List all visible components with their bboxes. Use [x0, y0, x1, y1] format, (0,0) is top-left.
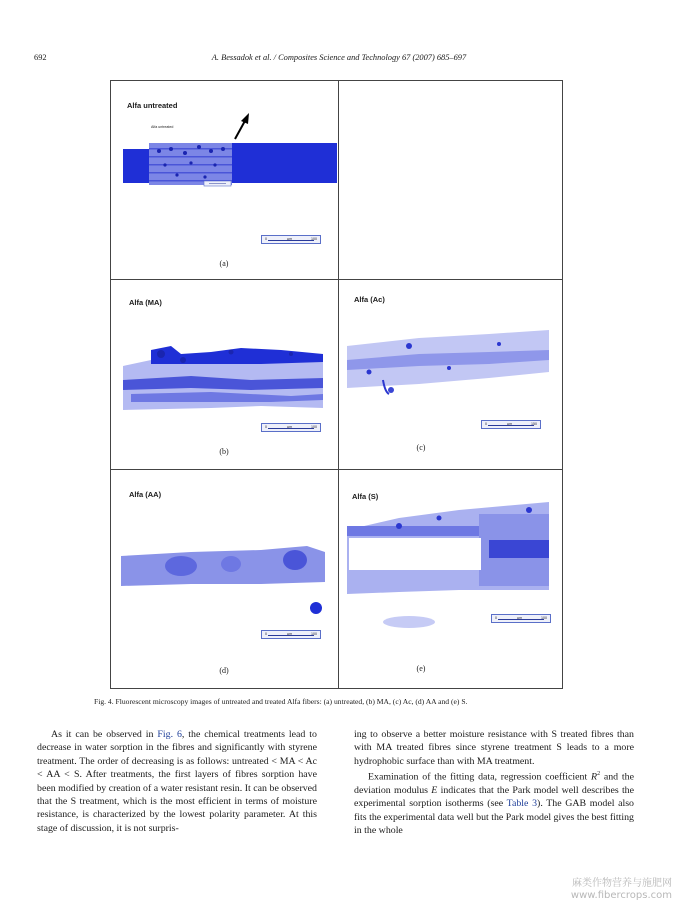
panel-a — [111, 81, 337, 279]
panel-e — [339, 470, 562, 688]
panel-d — [111, 470, 337, 688]
panel-b-scale-bar: 0 µm 100 — [261, 423, 321, 432]
panel-d-scale-bar: 0 µm 100 — [261, 630, 321, 639]
panel-a-scale-bar: 0 µm 100 — [261, 235, 321, 244]
right-paragraph-2: Examination of the fitting data, regression coefficient $R^2$ and the deviation modulus E indicates that the Park model well describes the experimental sorption isotherms (see Table 3). The GAB model also fits the experimental data well but the Park model gives the best fitting in the whole — [354, 771, 635, 837]
right-paragraph-1: ing to observe a better moisture resistance with S treated fibres than with MA treated fibres since styrene treatment S leads to a more hydrophobic surface than with MA treatment. — [354, 729, 634, 767]
panel-d-title: Alfa (AA) — [129, 490, 162, 499]
panel-c — [339, 280, 562, 469]
panel-c-letter: (c) — [416, 443, 426, 452]
panel-e-letter: (e) — [416, 664, 426, 673]
figure-caption: Fig. 4. Fluorescent microscopy images of untreated and treated Alfa fibers: (a) untreated, (b) MA, (c) Ac, (d) AA and (e) S. — [94, 697, 468, 706]
panel-d-letter: (d) — [219, 666, 229, 675]
panel-c-image — [339, 280, 565, 470]
table-3-link[interactable]: Table 3 — [506, 798, 538, 810]
left-column — [37, 728, 317, 835]
panel-b-letter: (b) — [219, 447, 229, 456]
page-header — [0, 53, 678, 67]
panel-blank — [339, 81, 562, 279]
fig-6-link[interactable]: Fig. 6 — [157, 729, 182, 740]
figure-4 — [110, 80, 563, 689]
page-number: 692 — [34, 53, 47, 62]
left-paragraph: As it can be observed in Fig. 6, the chemical treatments lead to decrease in water sorption in the fibres and significantly with styrene treatment. The order of decreasing is as follows: untreated < MA < Ac < AA < S. After treatments, the first layers of fibres sorption have been modified by creation of a water resistant resin. It can be observed that the S treatment, which is the most efficient in terms of moisture resistance, is characterized by the lowest polarity parameter. At this stage of discussion, it is not surpris- — [37, 729, 317, 834]
panel-a-letter: (a) — [219, 259, 229, 268]
running-head: A. Bessadok et al. / Composites Science and Technology 67 (2007) 685–697 — [211, 53, 467, 62]
panel-b — [111, 280, 337, 469]
watermark: 麻类作物营养与施肥网 www.fibercrops.com — [570, 878, 672, 901]
panel-e-title: Alfa (S) — [352, 492, 379, 501]
panel-a-inset-label: Alfa untreated — [151, 125, 174, 129]
panel-c-title: Alfa (Ac) — [354, 295, 385, 304]
panel-b-title: Alfa (MA) — [129, 298, 162, 307]
panel-a-title: Alfa untreated — [127, 101, 178, 110]
right-column — [354, 728, 634, 838]
panel-c-scale-bar: 0 µm 150 — [481, 420, 541, 429]
panel-e-scale-bar: 0 µm 100 — [491, 614, 551, 623]
panel-b-image — [111, 280, 337, 470]
panel-e-image — [339, 470, 565, 660]
